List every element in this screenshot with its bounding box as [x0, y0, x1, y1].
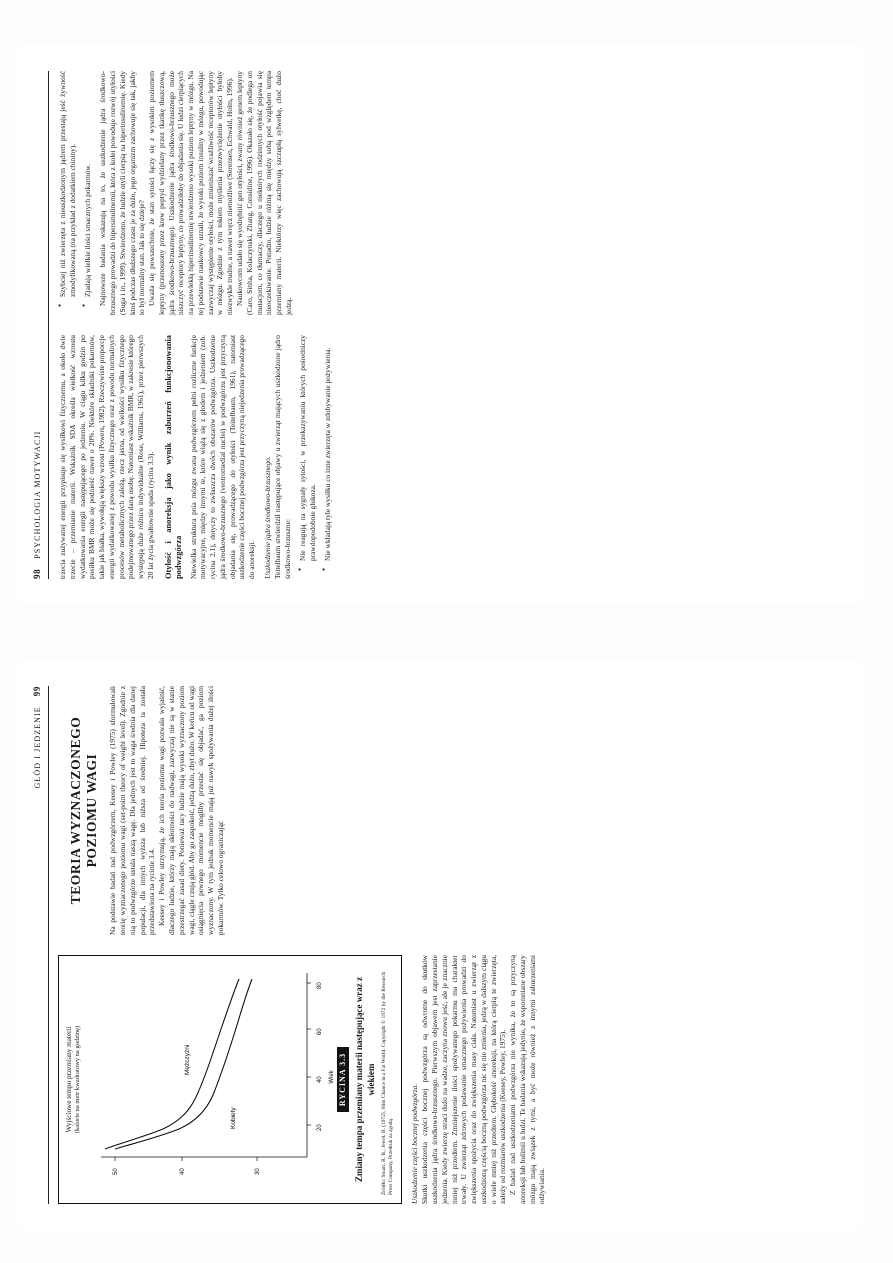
series-label-women: Kobiety — [229, 1107, 237, 1129]
paragraph: Najnowsze badania wskazują na to, że uszkodzenie jądra środkowo-brzusznego prowadzi do hipersinulinemii, która z kolei powoduje rozwój otyłości (Suga i in., 1999). Stwierdzono, że ludzie otyli cierpią na hiperinsulinemię. Kiedy ktoś podczas dłuższego czasu je za dużo, jego organizm zachowuje się tak, jakby to był normalny stan. Jak to się dzieje? — [98, 71, 147, 315]
list-item: ● Szybciej niż zwierzęta z nieuszkodzonym jądrem przestają jeść żywność zmodyfikowaną (na przykład z dodatkiem chininy). — [58, 71, 78, 305]
bullet-list — [58, 71, 92, 315]
figure-title: Zmiany tempa przemiany materii następujące wraz z wiekiem — [354, 977, 376, 1182]
paragraph: trzecia zużywanej energii przypisuje się wysiłkowi fizycznemu, a około dwie trzecie – przemianie materii. Wskaźnik SDA określa wielkość wzrostu wydatkowania energii następującego po jedzeniu. W ciągu kilku godzin po posiłku BMR może się podnieść nawet o 20%. Niektóre składniki pokarmów, takie jak białka, wywołują większy wzrost (Powers, 1982). Rzeczywiste proporcje energii wydatkowanej z powodu wysiłku fizycznego oraz z powodu normalnych procesów metabolicznych zależą, rzecz jasna, od wielkości wysiłku fizycznego podejmowanego przez daną osobę. Natomiast wskaźnik BMR, w zakresie którego występują duże różnice indywidualne (Rose, Williams, 1961), przez pierwszych 20 lat życia gwałtownie spada (rycina 3.3). — [58, 335, 155, 579]
series-men-line — [105, 979, 239, 1149]
chart-subtitle: (kalorie na metr kwadratowy na godzinę) — [74, 1025, 82, 1134]
paragraph: Na podstawie badań nad podwzgórzem, Keesey i Powley (1975) sformułowali teorię wyznaczonego poziomu wagi (set-point theory of weight level). Zgodnie z nią to podwzgórze ustala naszą wagę. Dla jednych jest to waga średnia dla danej populacji, dla innych wyższa lub niższa od średniej. Hipoteza ta została przedstawiona na rycinie 3.4. — [108, 686, 157, 935]
column-left — [58, 335, 839, 579]
chart-title: Wyjściowe tempo przemiany materii (kalorie na metr kwadratowy na godzinę) — [65, 964, 83, 1195]
paragraph: Skutki uszkodzenia części bocznej podwzgórza są odwrotne do skutków uszkodzenia jądra środkowo-brzusznego. Pierwszym objawem jest zaprzestanie jedzenia. Kiedy zwierzę straci dużo na wadze, zaczyna znowu jeść, ale je znacznie mniej niż przedtem. Zmniejszenie ilości spożywanego pokarmu ma charakter trwały. U zwierząt zdrowych podawanie smacznego pożywienia prowadzi do zwiększenia spożycia oraz do zwiększenia masy ciała. Natomiast u zwierząt z uszkodzoną częścią boczną podwzgórza nic się nie zmienia, jedzą w dalszym ciągu o wiele mniej niż przedtem. Głębokość anoreksji, na którą cierpią te zwierzęta, zależy od rozmiarów uszkodzenia (Keesey, Powley, 1975). — [420, 955, 508, 1204]
y-tick-40: 40 — [179, 1168, 186, 1175]
y-tick-50: 50 — [112, 1168, 119, 1175]
running-head-left — [32, 71, 42, 579]
chapter-section-title: TEORIA WYZNACZONEGO POZIOMU WAGI — [68, 716, 100, 905]
header-rule — [48, 686, 49, 1204]
two-column-body — [58, 71, 839, 579]
header-rule — [48, 71, 49, 579]
subheading-italic: Uszkodzenie części bocznej podwzgórza. — [410, 1083, 420, 1204]
paragraph: Z badań nad uszkodzeniami podwzgórza nie wynika, że to są przyczyną anoreksji lub bulimii u ludzi. Te badania wskazują jedynie, że wspomniane obszary mózgu mają związek z tymi, a być może również z innymi zaburzeniami odżywiania. — [508, 955, 547, 1204]
subheading-italic: Uszkodzenie jądra środkowo-brzusznego. — [263, 456, 273, 579]
running-head-right — [32, 686, 42, 1204]
x-tick-60: 60 — [316, 1028, 323, 1035]
metabolism-line-chart — [87, 964, 337, 1195]
folio-number: 98 — [32, 568, 42, 579]
series-label-men: Mężczyźni — [183, 1044, 191, 1075]
column-right — [58, 686, 839, 935]
two-column-body — [58, 686, 839, 1204]
y-tick-30: 30 — [254, 1168, 261, 1175]
column-right — [58, 71, 839, 315]
book-page-99 — [18, 660, 863, 1230]
paragraph: Uważa się powszechnie, że stan sytości łączy się z wysokim poziomem leptyny (przenoszony przez krew peptyd wydzielany przez tkankę tłuszczową, jądra środkowo-brzusznego). Uszkodzenie jądra środkowo-brzusznego może niszczyć receptory leptyny, co prowadziłoby do objadania się. U ludzi cierpiących na przewlekłą hiperinsulinemię stwierdzono wysoki poziom leptyny w mózgu. Na tej podstawie naukowcy uznali, że wysoki poziom insuliny w mózgu, powodując zazwyczaj występienie otyłości, może zmieniszać wrażliwość receptorów leptyny w mózgu. Zgodnie z tym tokiem myślenia przezwyciężenie otyłości byłoby niezwykle trudne, a nawet wręcz niemożliwe (Sorensen, Echwald, Holm, 1996). — [147, 71, 235, 315]
x-tick-40: 40 — [316, 1076, 323, 1083]
x-axis-label: Wiek — [328, 1070, 335, 1084]
section-heading: Otyłość i anoreksja jako wynik zaburzeń funkcjonowania podwzgórza — [163, 335, 184, 579]
figure-number-badge: RYCINA 3.3 — [337, 1047, 350, 1112]
paragraph: Teitelbaum stwierdził następujące objawy u zwierząt mających uszkodzone jądro środkowo-brzuszne: — [272, 335, 292, 579]
list-item: ● Nie reagują na sygnały sytości, w przekazywaniu których pośredniczy prawdopodobnie glukoza. — [298, 335, 318, 569]
running-head-title: PSYCHOLOGIA MOTYWACJI — [33, 430, 42, 559]
column-left — [58, 955, 839, 1204]
figure-source: Źródło: Stuart, R. B., Jewel, B. (1972), Slim Chance in a Fat World. Copyright © 1972 by the Research Press Company, Przedruk za zgodą. — [380, 971, 395, 1195]
paragraph: Naukowcom udało się wyodrębnić gen otyłości, zwany również genem leptyny (Caro, Sinha, Kolaczynski, Zhang, Considine, 1996). Okazało się, że podlega on mutacjom, co tłumaczy, dlaczego u niektórych rodzinnych otyłość pojawia się nieoczekiwanie. Ponadto, ludzie różnią się między sobą pod względem tempa przemiany materii. Niektórzy więc zachowują szczupłą sylwetkę, choć dużo jedzą. — [235, 71, 293, 315]
book-page-98 — [18, 45, 863, 605]
running-head-title: GŁÓD I JEDZENIE — [33, 706, 42, 789]
paragraph: Niewielka struktura pnia mózgu zwana podwzgórzem pełni rozliczne funkcje motywacyjne, między innymi te, które wiążą się z głodem i jedzeniem (zob. rycina 2.1), dotyczy to zwłaszcza dwóch obszarów podwzgórza. Uszkodzenie jądra środkowo-brzusznego (ventromedial nuclei) w podwzgórzu jest przyczyną objadania się, prowadzącego do otyłości (Teitelbaum, 1961), natomiast uszkodzenie części bocznej podwzgórza jest przyczyną niejedzenia prowadzącego do anoreksji. — [188, 335, 257, 579]
x-tick-labels — [307, 982, 323, 1131]
y-tick-labels — [113, 1157, 261, 1175]
bullet-list — [298, 335, 332, 579]
list-item: ● Nie wkładają tyle wysiłku co inne zwierzęta w zdobywanie pożywienia. — [323, 335, 333, 569]
x-tick-20: 20 — [316, 1124, 323, 1131]
x-tick-80: 80 — [316, 982, 323, 989]
figure-3-3 — [58, 955, 402, 1204]
list-item: ● Zjadają wielkie ilości smacznych pokarmów. — [83, 71, 93, 305]
paragraph: Keesey i Powley utrzymują, że ich teoria poziomu wagi pozwala wyjaśnić, dlaczego ludzie, którzy mają skłonności do nadwagi, zazwyczaj nie są w stanie przestrzegać zasad diety. Ponieważ tacy ludzie mają wysoki wyznaczony poziom wagi, ciągle czują głód. Aby go zaspokoić, jedzą dużo, zbyt dużo. W końcu od wagi osiągnięcia pewnego momencie mogliby przestać się objadać, ga poziom wyznaczony. W tym jednak momencie mają już nawyk spożywania dużej ilości pokarmów. Tylko celowo ograniczając — [157, 686, 225, 935]
chart-svg — [87, 965, 337, 1195]
folio-number: 99 — [32, 686, 42, 697]
